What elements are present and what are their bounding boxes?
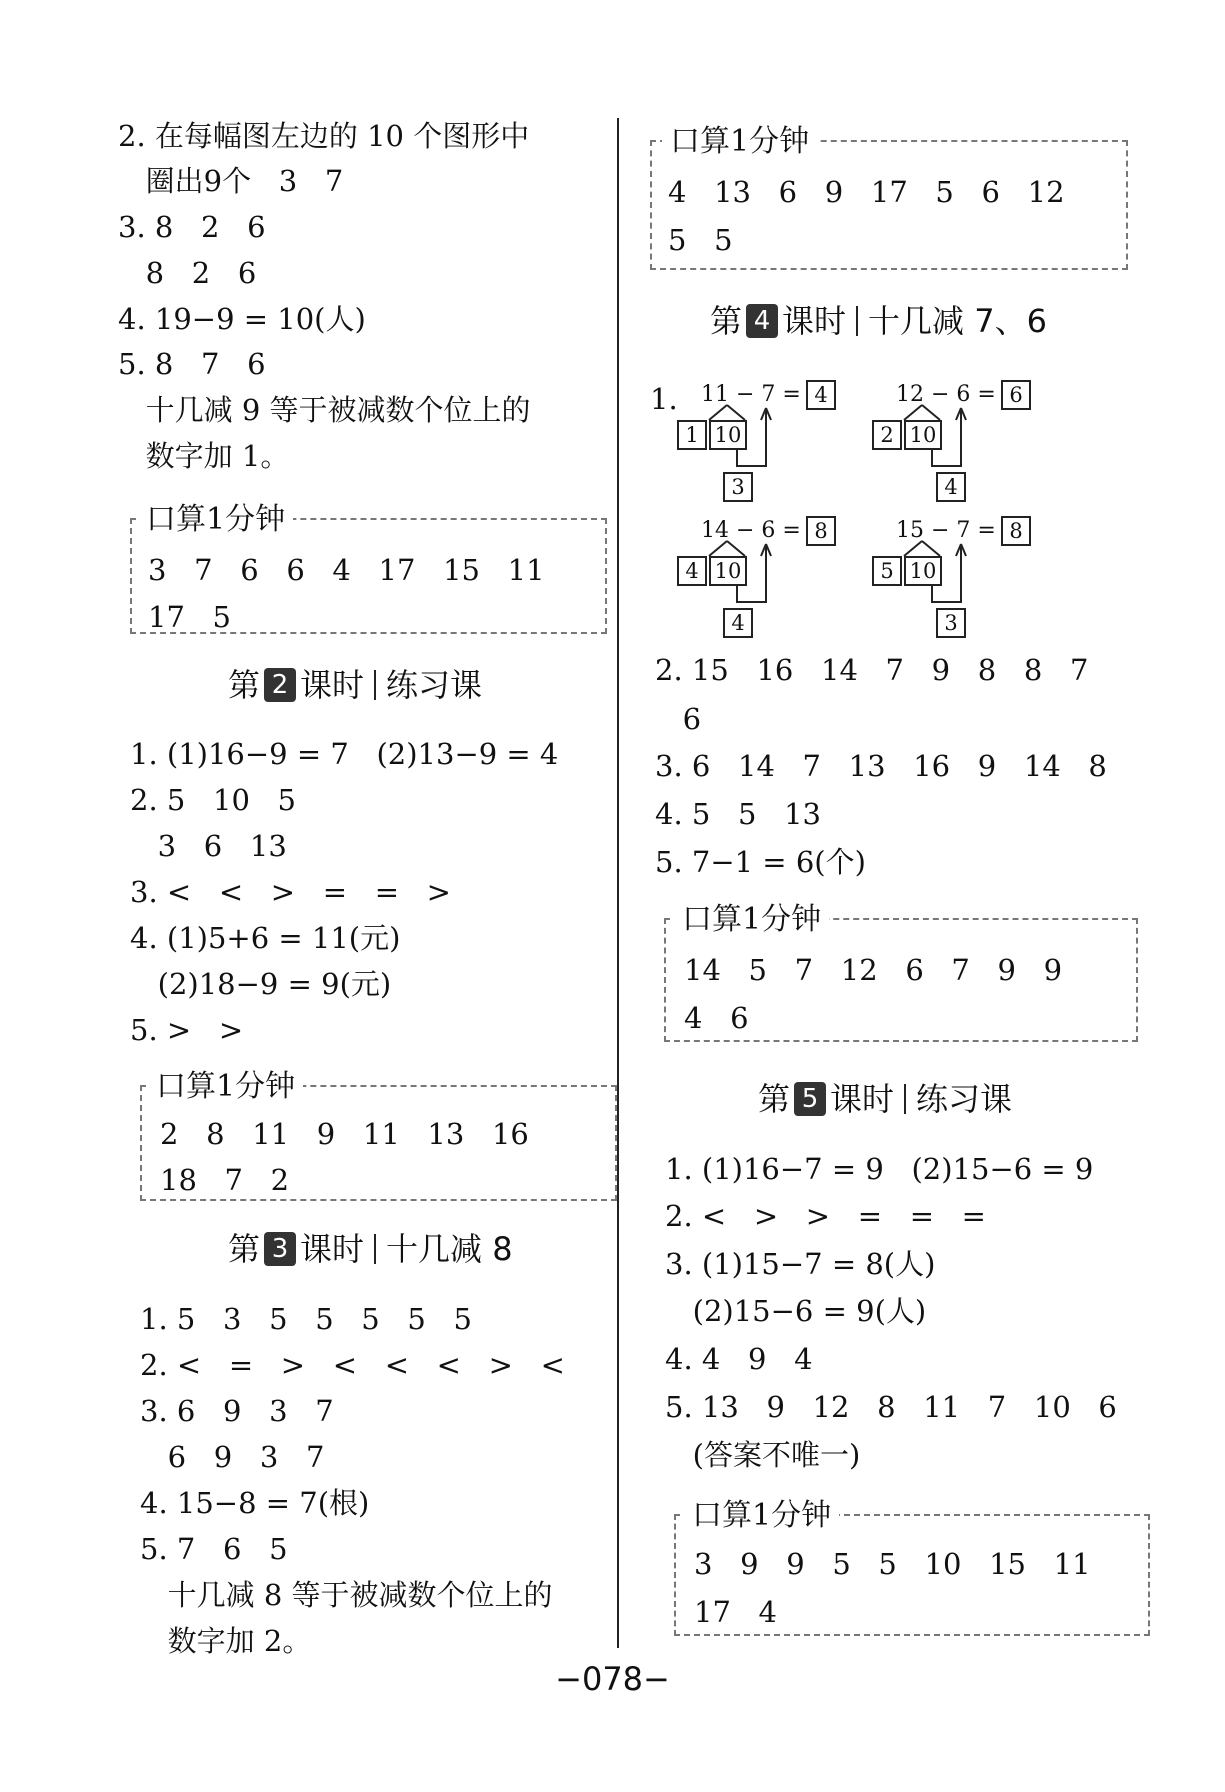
answer-line: 3. 6 9 3 7 [140, 1394, 334, 1428]
answer-line: 2. 5 10 5 [130, 783, 296, 817]
box-title: 口算1分钟 [662, 127, 817, 157]
box-title: 口算1分钟 [674, 905, 829, 935]
answer-line: 3. (1)15−7 = 8(人) [665, 1247, 936, 1281]
box-line: 14 5 7 12 6 7 9 9 [684, 953, 1063, 987]
lesson-heading [758, 1082, 1012, 1116]
answer-line: 3. 8 2 6 [118, 210, 266, 244]
box-line: 3 7 6 6 4 17 15 11 [148, 553, 545, 587]
answer-line: 2. 15 16 14 7 9 8 8 7 [655, 653, 1089, 687]
box-line: 3 9 9 5 5 10 15 11 [694, 1547, 1091, 1581]
lesson-number-badge: 4 [746, 304, 778, 338]
diagram-expression: 15 − 7 = [896, 518, 996, 543]
lesson-heading [710, 304, 1047, 338]
tens-box: 2 [872, 420, 902, 450]
box-line: 17 5 [148, 600, 232, 634]
answer-line: 十几减 8 等于被减数个位上的 [140, 1578, 553, 1612]
answer-line: 2. < = > < < < > < [140, 1348, 565, 1382]
subtract-box: 4 [723, 608, 753, 638]
answer-line: 十几减 9 等于被减数个位上的 [118, 393, 531, 427]
answer-line: (2)15−6 = 9(人) [665, 1294, 927, 1328]
heading-prefix: 第 [710, 302, 743, 340]
answer-line: 数字加 2。 [140, 1624, 312, 1658]
answer-line: 8 2 6 [118, 256, 257, 290]
ones-box: 10 [904, 420, 942, 450]
answer-line: 数字加 1。 [118, 439, 290, 473]
heading-suffix: 课时 [300, 1230, 365, 1268]
answer-box: 4 [806, 380, 836, 410]
heading-topic: 练习课 [386, 666, 483, 704]
answer-line: (答案不唯一) [665, 1438, 861, 1472]
heading-topic: 十几减 8 [386, 1230, 513, 1268]
decomposition-diagram [870, 378, 1040, 508]
answer-line: 4. 5 5 13 [655, 797, 821, 831]
heading-separator [374, 1234, 376, 1264]
lesson-heading [228, 668, 482, 702]
answer-line: 5. 13 9 12 8 11 7 10 6 [665, 1390, 1117, 1424]
heading-separator [856, 306, 858, 336]
answer-line: 2. 在每幅图左边的 10 个图形中 [118, 119, 530, 153]
answer-line: 6 9 3 7 [140, 1440, 325, 1474]
answer-box: 8 [1001, 516, 1031, 546]
heading-prefix: 第 [228, 1230, 261, 1268]
lesson-number-badge: 5 [794, 1082, 826, 1116]
heading-topic: 十几减 7、6 [868, 302, 1047, 340]
tens-box: 1 [677, 420, 707, 450]
answer-line: 1. 5 3 5 5 5 5 5 [140, 1302, 472, 1336]
heading-separator [374, 670, 376, 700]
answer-line: 3 6 13 [130, 829, 287, 863]
answer-line: 1. (1)16−9 = 7 (2)13−9 = 4 [130, 737, 559, 771]
answer-line: 4. (1)5+6 = 11(元) [130, 921, 401, 955]
page-number: −078− [555, 1660, 670, 1698]
heading-topic: 练习课 [916, 1080, 1013, 1118]
box-line: 18 7 2 [160, 1163, 290, 1197]
lesson-number-badge: 3 [264, 1232, 296, 1266]
lesson-heading [228, 1232, 513, 1266]
answer-box: 8 [806, 516, 836, 546]
ones-box: 10 [709, 420, 747, 450]
box-title: 口算1分钟 [148, 1072, 303, 1102]
answer-line: (2)18−9 = 9(元) [130, 967, 392, 1001]
question-label: 1. [650, 382, 678, 416]
box-line: 2 8 11 9 11 13 16 [160, 1117, 529, 1151]
diagram-expression: 14 − 6 = [701, 518, 801, 543]
decomposition-diagram [870, 514, 1040, 644]
answer-line: 4. 19−9 = 10(人) [118, 302, 366, 336]
heading-suffix: 课时 [782, 302, 847, 340]
diagram-expression: 11 − 7 = [701, 382, 801, 407]
box-line: 4 6 [684, 1001, 749, 1035]
answer-line: 5. > > [130, 1013, 244, 1047]
answer-line: 5. 8 7 6 [118, 347, 266, 381]
lesson-number-badge: 2 [264, 668, 296, 702]
heading-separator [904, 1084, 906, 1114]
subtract-box: 3 [723, 472, 753, 502]
subtract-box: 4 [936, 472, 966, 502]
box-title: 口算1分钟 [138, 505, 293, 535]
answer-line: 3. < < > = = > [130, 875, 451, 909]
heading-prefix: 第 [758, 1080, 791, 1118]
answer-line: 圈出9个 3 7 [118, 164, 344, 198]
diagram-expression: 12 − 6 = [896, 382, 996, 407]
answer-box: 6 [1001, 380, 1031, 410]
answer-line: 3. 6 14 7 13 16 9 14 8 [655, 749, 1107, 783]
answer-line: 6 [655, 702, 702, 736]
box-title: 口算1分钟 [684, 1501, 839, 1531]
tens-box: 5 [872, 556, 902, 586]
heading-suffix: 课时 [300, 666, 365, 704]
ones-box: 10 [904, 556, 942, 586]
subtract-box: 3 [936, 608, 966, 638]
answer-line: 4. 15−8 = 7(根) [140, 1486, 370, 1520]
box-line: 4 13 6 9 17 5 6 12 [668, 175, 1065, 209]
heading-suffix: 课时 [830, 1080, 895, 1118]
answer-line: 5. 7 6 5 [140, 1532, 288, 1566]
decomposition-diagram [675, 378, 845, 508]
answer-line: 4. 4 9 4 [665, 1342, 813, 1376]
heading-prefix: 第 [228, 666, 261, 704]
column-divider [617, 118, 619, 1648]
answer-line: 1. (1)16−7 = 9 (2)15−6 = 9 [665, 1152, 1094, 1186]
answer-line: 2. < > > = = = [665, 1199, 986, 1233]
ones-box: 10 [709, 556, 747, 586]
decomposition-diagram [675, 514, 845, 644]
box-line: 5 5 [668, 223, 733, 257]
box-line: 17 4 [694, 1595, 778, 1629]
tens-box: 4 [677, 556, 707, 586]
answer-line: 5. 7−1 = 6(个) [655, 845, 866, 879]
